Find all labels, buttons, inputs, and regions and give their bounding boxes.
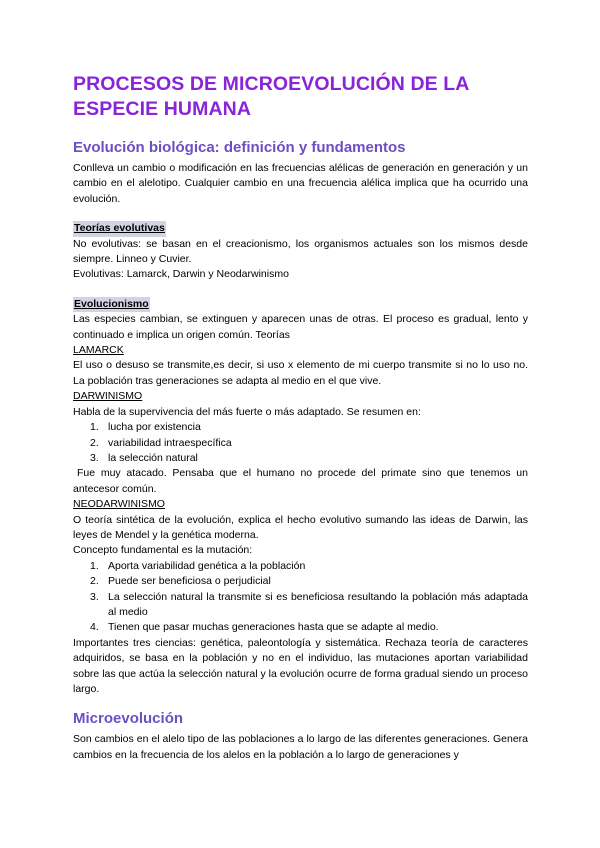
list-text: La selección natural la transmite si es beneficiosa resultando la población más adaptada al medio	[108, 590, 528, 618]
title-line-2: ESPECIE HUMANA	[73, 98, 252, 120]
section-heading-microevolucion: Microevolución	[73, 710, 184, 728]
list-text: Tienen que pasar muchas generaciones hasta que se adapte al medio.	[108, 621, 439, 634]
list-text: la selección natural	[108, 451, 198, 464]
list-item	[73, 574, 528, 589]
list-number: 3.	[90, 451, 99, 464]
mutacion-list	[73, 559, 528, 636]
list-text: variabilidad intraespecífica	[108, 436, 232, 449]
darwinismo-text: Habla de la supervivencia del más fuerte o más adaptado. Se resumen en:	[73, 405, 421, 418]
darwinismo-label: DARWINISMO	[73, 390, 143, 403]
list-item	[73, 436, 528, 451]
teorias-evolutivas: Evolutivas: Lamarck, Darwin y Neodarwinismo	[73, 268, 289, 281]
teorias-heading-line	[73, 221, 528, 236]
lamarck-text: El uso o desuso se transmite,es decir, si uso x elemento de mi cuerpo transmite si no lo uso no. La población tras generaciones se adapta al medio en el que vive.	[73, 359, 528, 387]
list-number: 1.	[90, 559, 99, 572]
darwinismo-after: Fue muy atacado. Pensaba que el humano no procede del primate sino que tenemos un antecesor común.	[73, 467, 528, 495]
list-text: lucha por existencia	[108, 421, 201, 434]
teorias-no-evolutivas: No evolutivas: se basan en el creacionismo, los organismos actuales son los mismos desde siempre. Linneo y Cuvier.	[73, 237, 528, 266]
darwinismo-list	[73, 420, 528, 466]
list-number: 2.	[90, 575, 99, 588]
document-title	[73, 72, 528, 122]
neodarwinismo-text: O teoría sintética de la evolución, explica el hecho evolutivo sumando las ideas de Darwin, las leyes de Mendel y la genética moderna.	[73, 513, 528, 541]
evolucion-intro: Conlleva un cambio o modificación en las frecuencias alélicas de generación en generación y un cambio en el alelotipo. Cualquier cambio en una frecuencia alélica implica que ha ocurrido una evolución.	[73, 162, 528, 205]
list-text: Aporta variabilidad genética a la población	[108, 559, 306, 572]
microevolucion-text: Son cambios en el alelo tipo de las poblaciones a lo largo de las diferentes generaciones. Genera cambios en la frecuencia de los alelos en la población a lo largo de generaciones y	[73, 733, 528, 761]
teorias-heading: Teorías evolutivas	[73, 221, 166, 236]
list-item	[73, 559, 528, 574]
list-item	[73, 590, 528, 621]
list-item	[73, 420, 528, 435]
concepto-mutacion: Concepto fundamental es la mutación:	[73, 544, 253, 557]
neodarwinismo-label: NEODARWINISMO	[73, 498, 165, 511]
list-number: 3.	[90, 590, 99, 603]
evolucionismo-heading: Evolucionismo	[73, 297, 150, 312]
list-text: Puede ser beneficiosa o perjudicial	[108, 575, 271, 588]
list-item	[73, 451, 528, 466]
list-number: 4.	[90, 621, 99, 634]
lamarck-label: LAMARCK	[73, 344, 124, 357]
list-number: 1.	[90, 421, 99, 434]
document-content	[73, 72, 528, 763]
evolucionismo-heading-line	[73, 297, 528, 312]
evolucionismo-intro: Las especies cambian, se extinguen y aparecen unas de otras. El proceso es gradual, lento y continuado e implica un origen común. Teorías	[73, 313, 528, 341]
list-number: 2.	[90, 436, 99, 449]
evolucionismo-closing: Importantes tres ciencias: genética, paleontología y sistemática. Rechaza teoría de caracteres adquiridos, se basa en la población y no en el individuo, las mutaciones aportan variabilidad sobre las que actúa la selección natural y la evolución ocurre de forma gradual siendo un proceso largo.	[73, 636, 528, 695]
list-item	[73, 620, 528, 635]
title-line-1: PROCESOS DE MICROEVOLUCIÓN DE LA	[73, 73, 470, 95]
section-heading-evolucion: Evolución biológica: definición y fundamentos	[73, 139, 406, 156]
